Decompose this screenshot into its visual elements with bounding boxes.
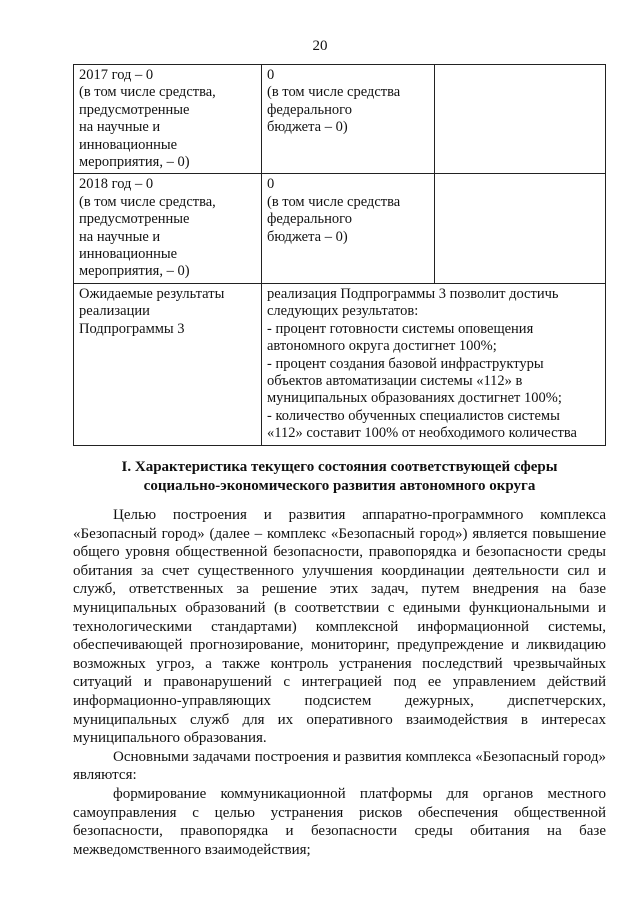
body-text [73, 506, 606, 859]
cell-text: 0 [267, 67, 275, 83]
cell-text: (в том числе средства, [79, 84, 216, 101]
table-row [74, 283, 606, 445]
table-cell-results-label [74, 283, 262, 445]
page-number: 20 [312, 38, 328, 54]
section-heading [73, 458, 606, 496]
cell-text: федерального [267, 101, 352, 118]
cell-text: - количество обученных специалистов системы [267, 407, 560, 424]
cell-text: (в том числе средства [267, 84, 401, 101]
text-line: технологическими стандартами) комплексной информационной системы, [73, 618, 606, 635]
cell-text: автономного округа достигнет 100%; [267, 338, 497, 355]
cell-text: мероприятия, – 0) [79, 154, 190, 171]
cell-text: на научные и [79, 119, 161, 136]
text-line: «Безопасный город» (далее – комплекс «Безопасный город») является повышение [73, 525, 606, 542]
cell-text: 2018 год – 0 [79, 176, 154, 193]
table-cell-year-2017 [74, 65, 262, 174]
text-line: безопасности, правопорядка и безопасности среды обитания на базе [73, 823, 606, 840]
table-cell-empty [435, 65, 606, 174]
cell-text: инновационные [79, 246, 178, 263]
text-line: муниципального образования. [73, 730, 267, 747]
table-cell-federal-2017 [262, 65, 435, 174]
paragraph-tasks-intro [73, 748, 606, 785]
cell-text: бюджета – 0) [267, 228, 348, 245]
cell-text: - процент создания базовой инфраструктуры [267, 355, 544, 372]
cell-text: - процент готовности системы оповещения [267, 320, 534, 337]
cell-text: (в том числе средства [267, 193, 401, 210]
cell-text: реализация Подпрограммы 3 позволит достичь [267, 285, 559, 302]
text-line: самоуправления с целью устранения рисков обеспечения общественной [73, 804, 606, 821]
cell-text: «112» составит 100% от необходимого количества [267, 425, 577, 442]
cell-text: федерального [267, 211, 352, 228]
cell-text: следующих результатов: [267, 303, 419, 320]
cell-text: предусмотренные [79, 211, 190, 228]
text-line: межведомственного взаимодействия; [73, 841, 311, 858]
cell-text: Подпрограммы 3 [79, 320, 185, 337]
heading-line: I. Характеристика текущего состояния соответствующей сферы [121, 459, 558, 475]
text-line: Основными задачами построения и развития комплекса «Безопасный город» [113, 748, 606, 765]
cell-text: 2017 год – 0 [79, 67, 154, 83]
table-cell-results-content [262, 283, 606, 445]
table-cell-federal-2018 [262, 174, 435, 283]
text-line: обитания за счет существенного улучшения координации деятельности сил и [73, 562, 606, 579]
paragraph-goal [73, 506, 606, 748]
cell-text: (в том числе средства, [79, 193, 216, 210]
text-line: являются: [73, 767, 137, 784]
text-line: информационно-управляющих подсистем дежурных, диспетчерских, [73, 692, 606, 709]
text-line: Целью построения и развития аппаратно-программного комплекса [113, 507, 606, 523]
table-cell-empty [435, 174, 606, 283]
cell-text: инновационные [79, 136, 178, 153]
cell-text: реализации [79, 303, 150, 320]
text-line: ситуаций и правонарушений с интеграцией под ее управлением действий [73, 674, 606, 691]
cell-text: Ожидаемые результаты [79, 285, 225, 302]
cell-text: бюджета – 0) [267, 119, 348, 136]
cell-text: муниципальных образованиях достигнет 100%; [267, 390, 562, 407]
cell-text: 0 [267, 176, 275, 193]
text-line: муниципальных служб для их оперативного взаимодействия в интересах [73, 711, 606, 728]
table-row [74, 65, 606, 174]
table-cell-year-2018 [74, 174, 262, 283]
table-row [74, 174, 606, 283]
subprogram-budget-table [73, 64, 606, 446]
text-line: формирование коммуникационной платформы для органов местного [113, 785, 606, 802]
text-line: возможных угроз, а также контроль устранения последствий чрезвычайных [73, 655, 606, 672]
text-line: служб, ответственных за решение этих задач, путем внедрения на базе [73, 581, 606, 598]
heading-line: социально-экономического развития автономного округа [143, 478, 536, 494]
paragraph-task-1 [73, 785, 606, 859]
cell-text: мероприятия, – 0) [79, 263, 190, 280]
text-line: муниципальных образований (в соответствии с едиными функциональными и [73, 599, 606, 616]
cell-text: предусмотренные [79, 101, 190, 118]
text-line: общего уровня общественной безопасности, правопорядка и безопасности среды [73, 544, 606, 561]
text-line: обеспечивающей прогнозирование, мониторинг, предупреждение и ликвидацию [73, 637, 606, 654]
cell-text: на научные и [79, 228, 161, 245]
cell-text: объектов автоматизации системы «112» в [267, 372, 523, 389]
